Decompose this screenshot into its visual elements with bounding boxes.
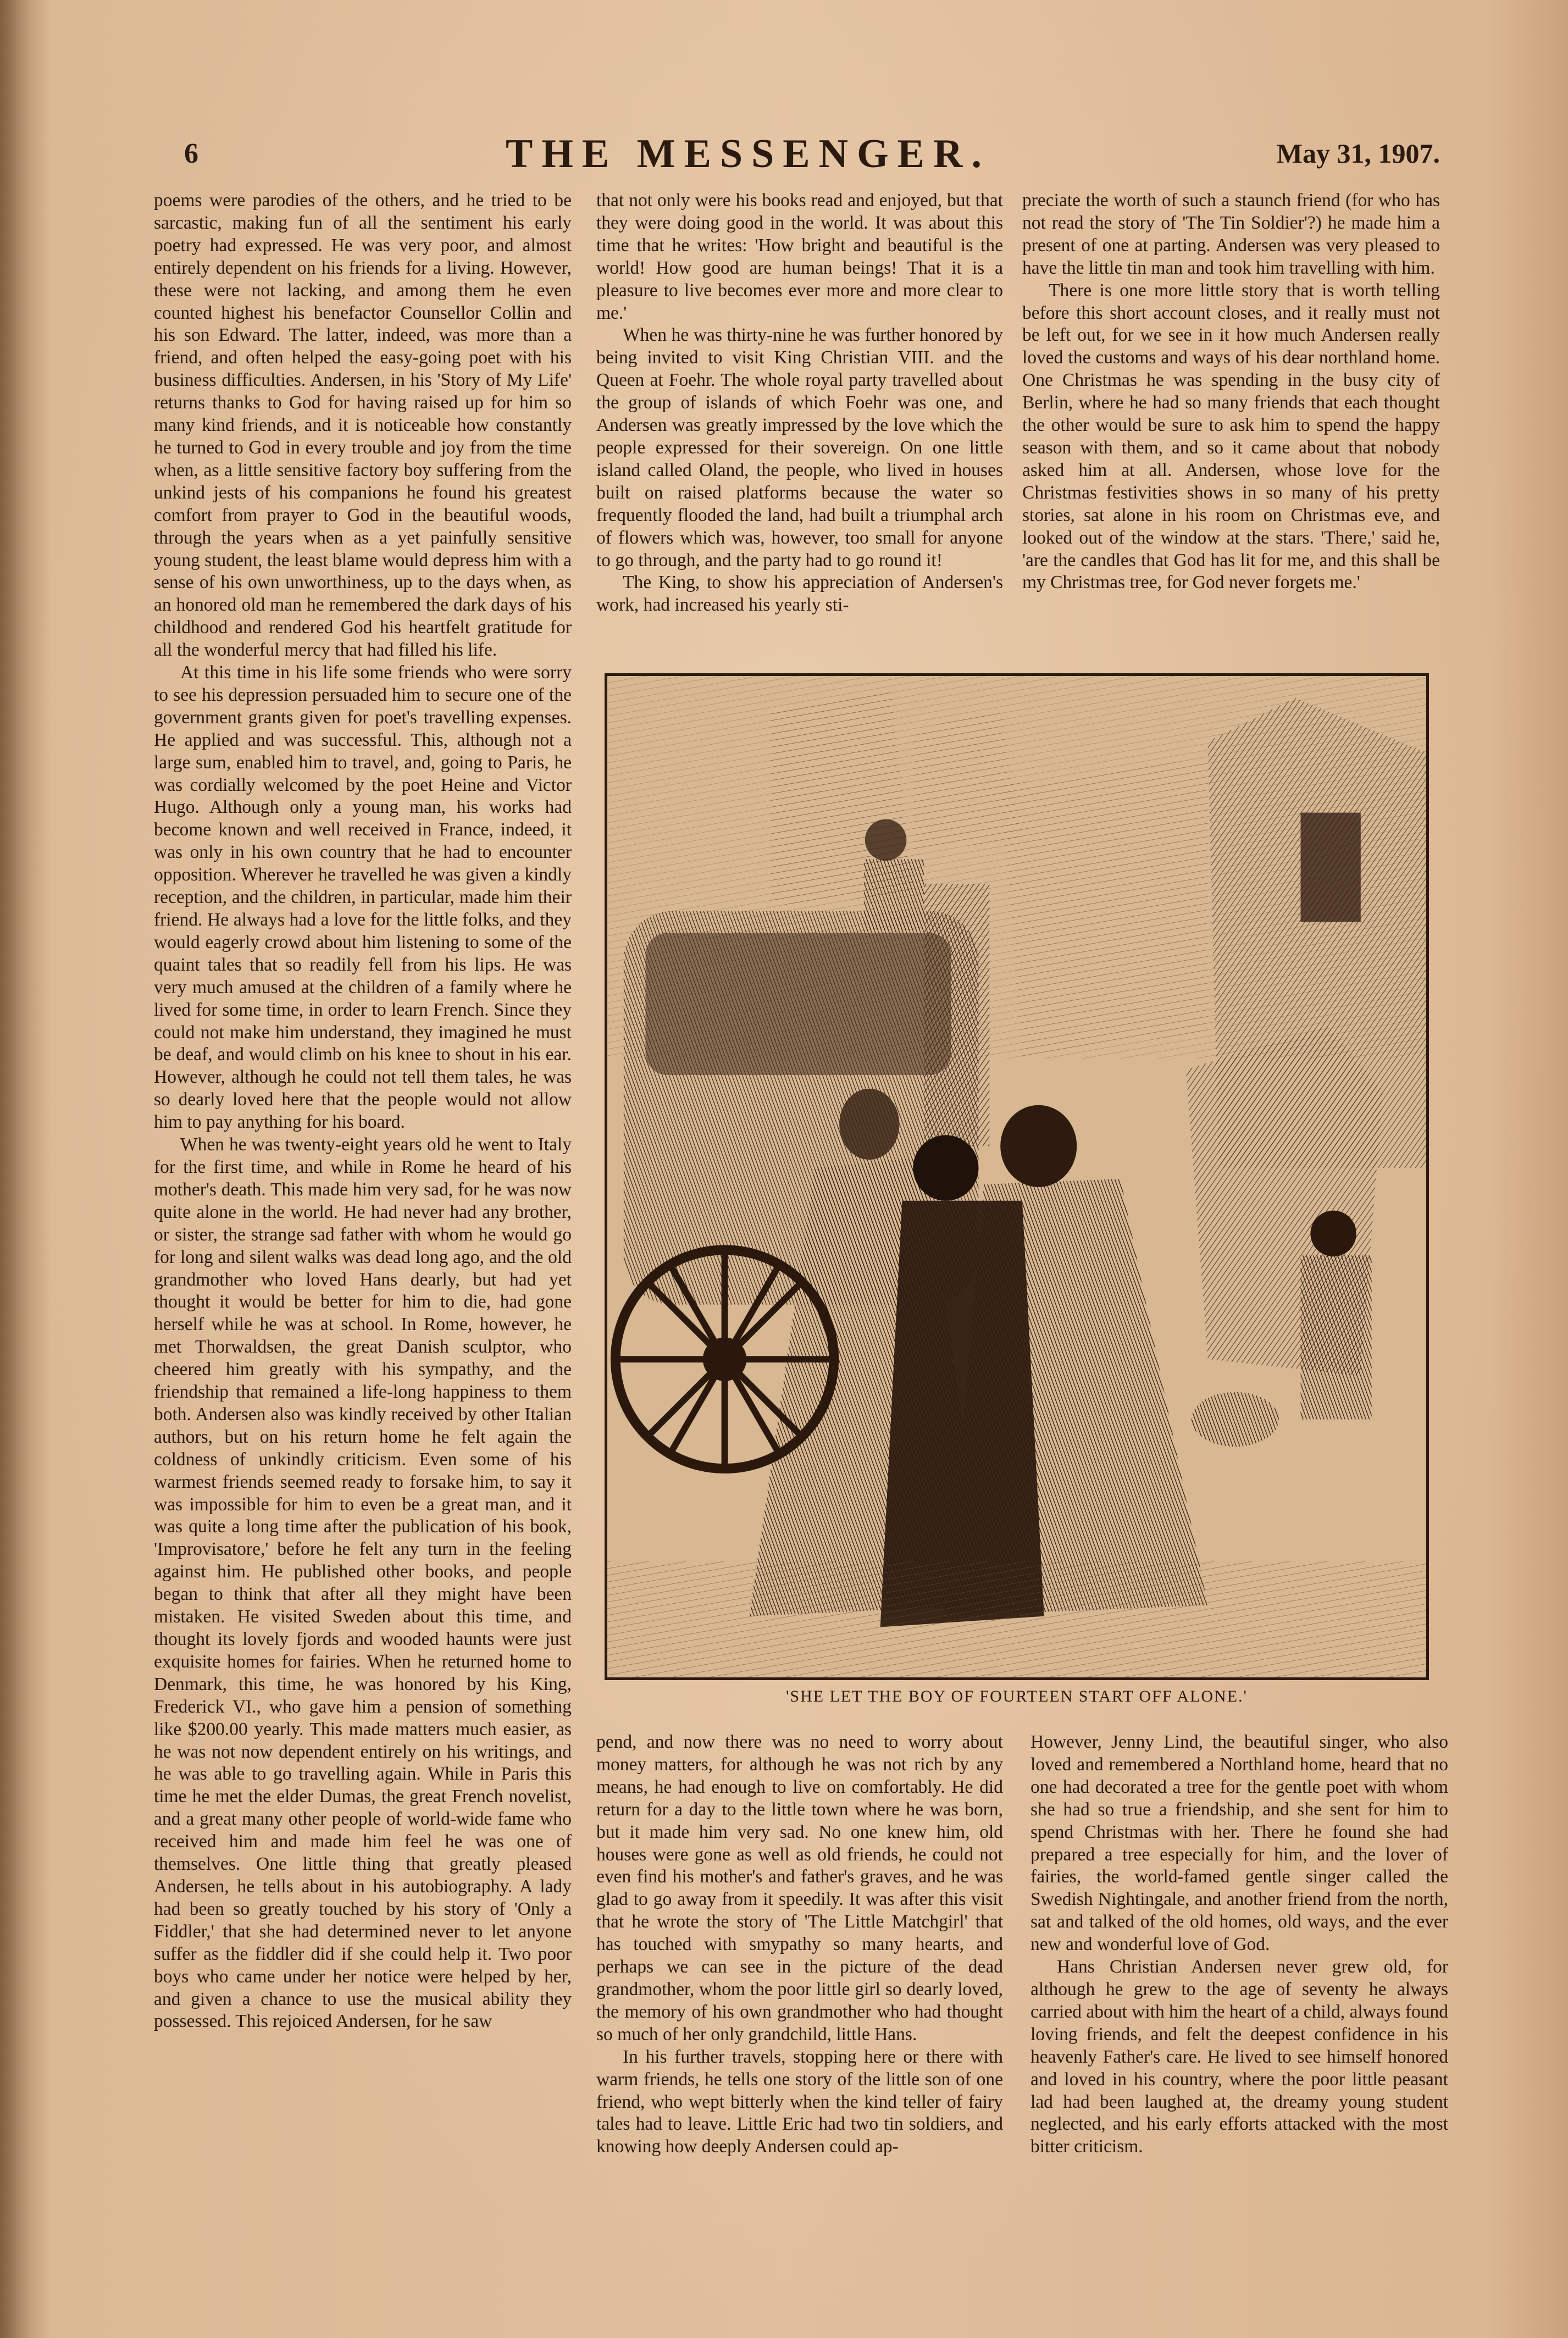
article-column-3-bottom — [1030, 1731, 1448, 2226]
masthead — [165, 126, 1440, 187]
paragraph: pend, and now there was no need to worry about money matters, for although he was not rich by any means, he had enough to live on comfortably. He did return for a day to the little town where he was born, but it made him very sad. No one knew him, old houses were gone as well as old friends, he could not even find his mother's and father's graves, and he was glad to go away from it speedily. It was after this visit that he wrote the story of 'The Little Matchgirl' that has touched with smypathy so many hearts, and perhaps we can see in the picture of the dead grandmother, whom the poor little girl so dearly loved, the memory of his own grandmother who had thought so much of her only grandchild, little Hans. — [596, 1732, 1003, 2045]
paragraph: However, Jenny Lind, the beautiful singer, who also loved and remembered a Northland home, heard that no one had decorated a tree for the gentle poet with whom she had so true a friendship, and she sent for him to spend Christmas with her. There he found she had prepared a tree especially for him, and the lover of fairies, the world-famed gentle singer called the Swedish Nightingale, and another friend from the north, sat and talked of the old homes, old ways, and the ever new and wonderful love of God. — [1030, 1732, 1448, 1955]
paragraph: At this time in his life some friends who were sorry to see his depression persuaded him to secure one of the government grants given for poet's travelling expenses. He applied and was successful. This, although not a large sum, enabled him to travel, and, going to Paris, he was cordially welcomed by the poet Heine and Victor Hugo. Although only a young man, his works had become known and well received in France, indeed, it was only in his own country that he had to encounter opposition. Wherever he travelled he was given a kindly reception, and the children, in particular, made him their friend. He always had a love for the little folks, and they would eagerly crowd about him listening to some of the quaint tales that so readily fell from his lips. He was very much amused at the children of a family where he lived for some time, in order to learn French. Since they could not make him understand, they imagined he must be deaf, and would climb on his knee to shout in his ear. However, although he could not tell them tales, he was so dearly loved here that the people would not allow him to pay anything for his board. — [154, 662, 572, 1133]
engraving-illustration — [605, 673, 1429, 1680]
paragraph: The King, to show his appreciation of Andersen's work, had increased his yearly sti- — [596, 572, 1003, 616]
engraving-image — [607, 676, 1426, 1677]
issue-date: May 31, 1907. — [1276, 138, 1440, 169]
article-column-2-top — [596, 190, 1003, 668]
illustration-caption: 'SHE LET THE BOY OF FOURTEEN START OFF ALONE.' — [786, 1687, 1248, 1705]
page-number: 6 — [184, 138, 198, 169]
article-column-2-bottom — [596, 1731, 1003, 2226]
paragraph: When he was twenty-eight years old he went to Italy for the first time, and while in Rome he heard of his mother's death. This made him very sad, for he was now quite alone in the world. He had never had any brother, or sister, the strange sad father with whom he would go for long and silent walks was dead long ago, and the old grandmother who loved Hans dearly, but had yet thought it would be better for him to die, had gone herself while he was at school. In Rome, however, he met Thorwaldsen, the great Danish sculptor, who cheered him greatly with his sympathy, and the friendship that remained a life-long happiness to them both. Andersen also was kindly received by other Italian authors, but on his return home he felt again the coldness of unkindly criticism. Even some of his warmest friends seemed ready to forsake him, to say it was impossible for him to even be a great man, and it was quite a long time after the publication of his book, 'Improvisatore,' before he felt any turn in the feeling against him. He published other books, and people began to think that after all they might have been mistaken. He visited Sweden about this time, and thought its lovely fjords and wooded haunts were just exquisite homes for fairies. When he returned home to Denmark, this time, he was honored by his King, Frederick VI., who gave him a pension of something like $200.00 yearly. This made matters much easier, as he was not now dependent entirely on his writings, and he was able to go travelling again. While in Paris this time he met the elder Dumas, the great French novelist, and a great many other people of world-wide fame who received him and made him feel he was one of themselves. One little thing that greatly pleased Andersen, he tells about in his autobiography. A lady had been so greatly touched by his story of 'Only a Fiddler,' that she had determined never to let anyone suffer as the fiddler did if she could help it. Two poor boys who came under her notice were helped by her, and given a chance to use the musical ability they possessed. This rejoiced Andersen, for he saw — [154, 1134, 572, 2032]
paragraph: There is one more little story that is worth telling before this short account closes, and it really must not be left out, for we see in it how much Andersen really loved the customs and ways of his dear northland home. One Christmas he was spending in the busy city of Berlin, where he had so many friends that each thought the other would be sure to ask him to spend the happy season with them, and so it came about that nobody asked him at all. Andersen, whose love for the Christmas festivities shows in so many of his pretty stories, sat alone in his room on Christmas eve, and looked out of the window at the stars. 'There,' said he, 'are the candles that God has lit for me, and this shall be my Christmas tree, for God never forgets me.' — [1022, 280, 1440, 593]
paragraph: When he was thirty-nine he was further honored by being invited to visit King Christian VIII. and the Queen at Foehr. The whole royal party travelled about the group of islands of which Foehr was one, and Andersen was greatly impressed by the love which the people expressed for their sovereign. On one little island called Oland, the people, who lived in houses built on raised platforms because the water so frequently flooded the land, had built a triumphal arch of flowers which was, however, too small for anyone to go through, and the party had to go round it! — [596, 325, 1003, 570]
paragraph: that not only were his books read and enjoyed, but that they were doing good in the world. It was about this time that he writes: 'How bright and beautiful is the world! How good are human beings! That it is a pleasure to live becomes ever more and more clear to me.' — [596, 190, 1003, 323]
paragraph: In his further travels, stopping here or there with warm friends, he tells one story of the little son of one friend, who wept bitterly when the kind teller of fairy tales had to leave. Little Eric had two tin soldiers, and knowing how deeply Andersen could ap- — [596, 2046, 1003, 2157]
paragraph: preciate the worth of such a staunch friend (for who has not read the story of 'The Tin Soldier'?) he made him a present of one at parting. Andersen was very pleased to have the little tin man and took him travelling with him. — [1022, 190, 1440, 278]
newspaper-title: THE MESSENGER. — [506, 131, 990, 176]
paragraph: Hans Christian Andersen never grew old, for although he grew to the age of seventy he always carried about with him the heart of a child, always found loving friends, and felt the deepest confidence in his heavenly Father's care. He lived to see himself honored and loved in his country, where the poor little peasant lad had been laughed at, the dreamy young student neglected, and his early efforts attacked with the most bitter criticism. — [1030, 1957, 1448, 2157]
page-fold-shadow — [0, 0, 52, 2338]
article-column-1 — [154, 190, 572, 2185]
article-column-3-top — [1022, 190, 1440, 668]
paragraph: poems were parodies of the others, and he tried to be sarcastic, making fun of all the sentiment his early poetry had expressed. He was very poor, and almost entirely dependent on his friends for a living. However, these were not lacking, and among them he even counted highest his benefactor Counsellor Collin and his son Edward. The latter, indeed, was more than a friend, and often helped the easy-going poet with his business difficulties. Andersen, in his 'Story of My Life' returns thanks to God for having raised up for him so many kind friends, and it is noticeable how constantly he turned to God in every trouble and joy from the time when, as a little sensitive factory boy suffering from the unkind jests of his companions he found his greatest comfort from prayer to God in the beautiful woods, through the years when as a yet painfully sensitive young student, the least blame would depress him with a sense of his own unworthiness, up to the days when, as an honored old man he remembered the dark days of his childhood and rendered God his heartfelt gratitude for all the wonderful mercy that had filled his life. — [154, 190, 572, 661]
